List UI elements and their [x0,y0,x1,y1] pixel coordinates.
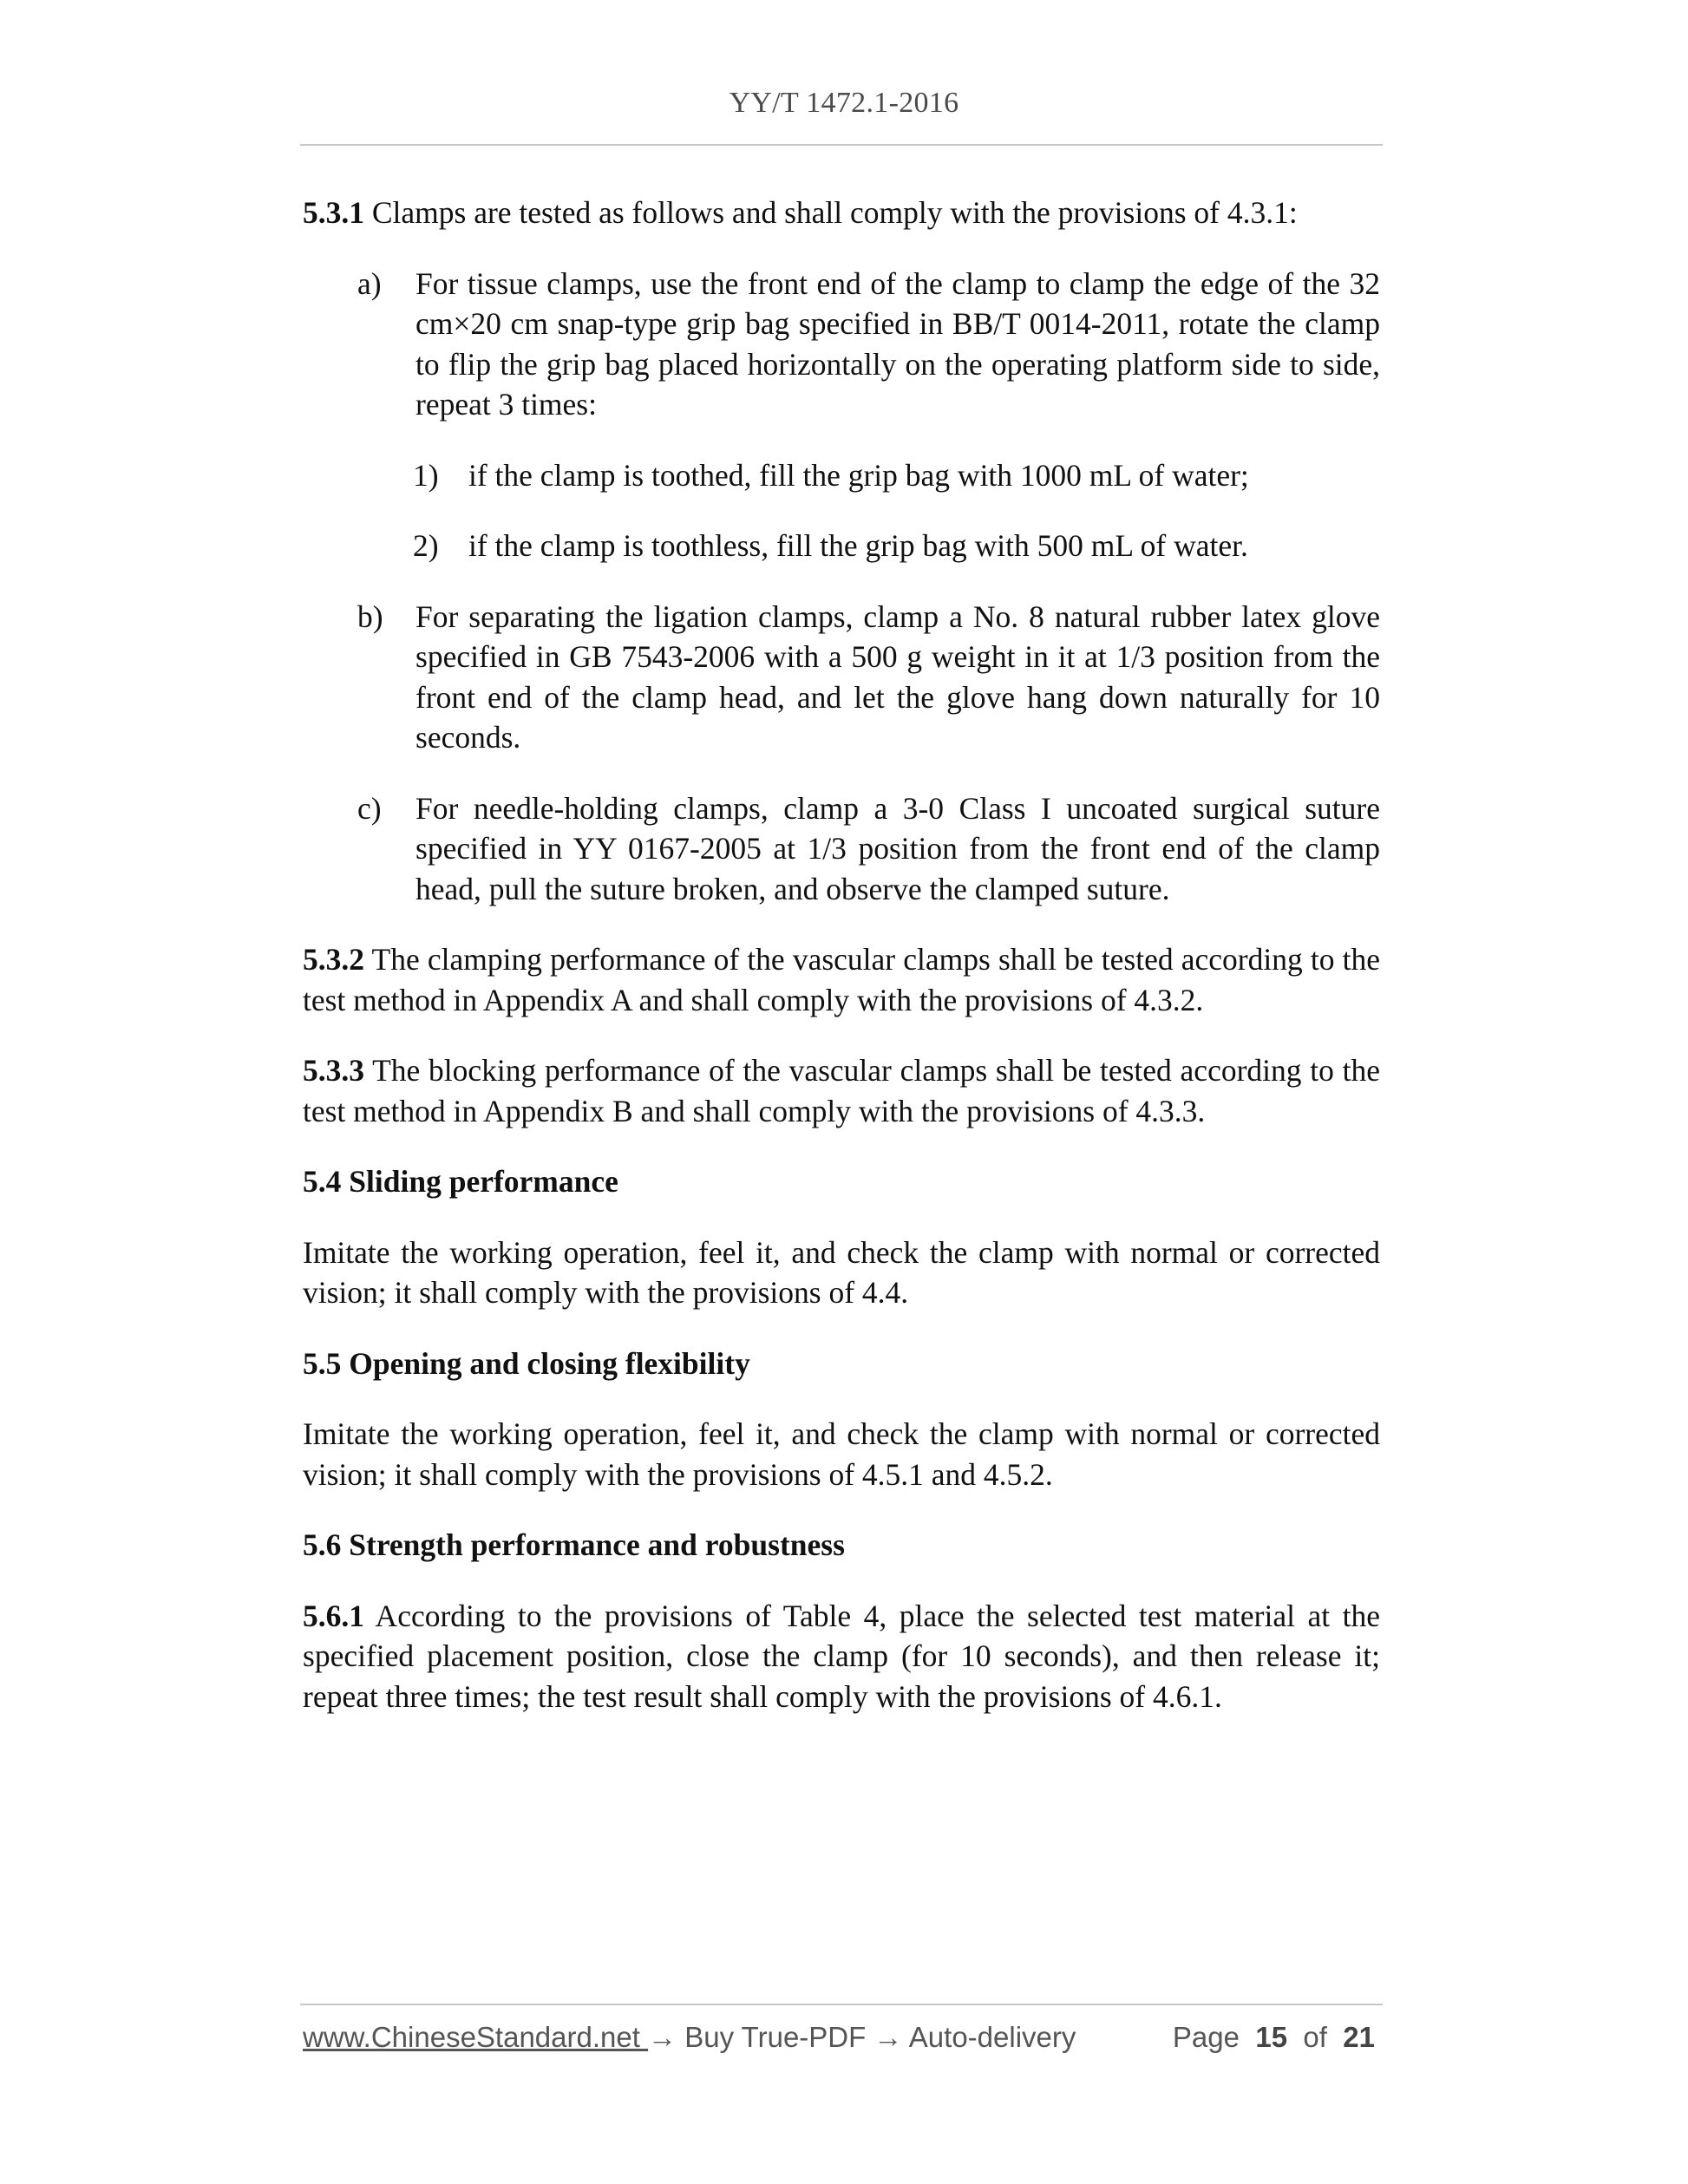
clause-5-6-1 [303,1596,1380,1717]
sub-marker: 1) [413,457,439,493]
sub-item-text: if the clamp is toothless, fill the grip bag with 500 mL of water. [468,528,1248,563]
clause-5-3-1 [303,193,1380,233]
clause-5-3-2 [303,939,1380,1020]
section-heading-5-6: 5.6 Strength performance and robustness [303,1527,845,1562]
clause-text: According to the provisions of Table 4, place the selected test material at the specified placement position, close the clamp (for 10 seconds), and then release it; repeat three times; the test result shall comply with the provisions of 4.6.1. [303,1598,1380,1714]
clause-number: 5.6.1 [303,1598,364,1633]
paragraph-5-4: Imitate the working operation, feel it, and check the clamp with normal or corrected vision; it shall comply with the provisions of 4.4. [303,1234,1380,1310]
footer-promo [303,2021,1076,2054]
document-body [303,193,1380,1747]
section-heading-5-5: 5.5 Opening and closing flexibility [303,1345,750,1381]
clause-5-3-3 [303,1050,1380,1131]
website-link[interactable]: www.ChineseStandard.net [303,2021,649,2053]
section-heading-5-4: 5.4 Sliding performance [303,1164,618,1199]
list-marker: c) [357,790,382,826]
clause-text: The blocking performance of the vascular clamps shall be tested according to the test method in Appendix B and shall comply with the provisions of 4.3.3. [303,1053,1380,1128]
paragraph-5-5: Imitate the working operation, feel it, and check the clamp with normal or corrected vision; it shall comply with the provisions of 4.5.1 and 4.5.2. [303,1416,1380,1492]
sub-item-2 [303,526,1380,566]
list-item-b [303,597,1380,758]
sub-marker: 2) [413,528,439,563]
list-item-text: For separating the ligation clamps, clamp a No. 8 natural rubber latex glove specified in GB 7543-2006 with a 500 g weight in it at 1/3 position from the front end of the clamp head, and let the glove hang down naturally for 10 seconds. [415,598,1380,755]
page-number: 15 [1255,2021,1288,2053]
footer-rule [300,2004,1383,2005]
list-item-text: For needle-holding clamps, clamp a 3-0 Class I uncoated surgical suture specified in YY 0167-2005 at 1/3 position from the front end of the clamp head, pull the suture broken, and observe the clamped suture. [415,790,1380,906]
sub-item-text: if the clamp is toothed, fill the grip bag with 1000 mL of water; [468,457,1249,493]
of-label: of [1303,2021,1327,2053]
list-item-c [303,788,1380,910]
list-item-text: For tissue clamps, use the front end of the clamp to clamp the edge of the 32 cm×20 cm snap-type grip bag specified in BB/T 0014-2011, rotate the clamp to flip the grip bag placed horizontally on the operating platform side to side, repeat 3 times: [415,265,1380,422]
sub-item-1 [303,455,1380,496]
footer-promo-text: → Buy True-PDF → Auto-delivery [648,2021,1076,2053]
clause-text: The clamping performance of the vascular clamps shall be tested according to the test method in Appendix A and shall comply with the provisions of 4.3.2. [303,942,1380,1017]
page-label: Page [1172,2021,1240,2053]
clause-text: Clamps are tested as follows and shall comply with the provisions of 4.3.1: [364,195,1298,230]
page-footer [303,2021,1380,2064]
list-marker: a) [357,265,382,301]
clause-number: 5.3.1 [303,195,364,230]
page-counter [1173,2021,1375,2054]
clause-number: 5.3.2 [303,942,364,977]
page-total: 21 [1343,2021,1375,2053]
clause-number: 5.3.3 [303,1053,364,1088]
header-rule [300,144,1383,146]
list-item-a [303,264,1380,425]
list-marker: b) [357,598,383,634]
document-header: YY/T 1472.1-2016 [729,87,959,119]
